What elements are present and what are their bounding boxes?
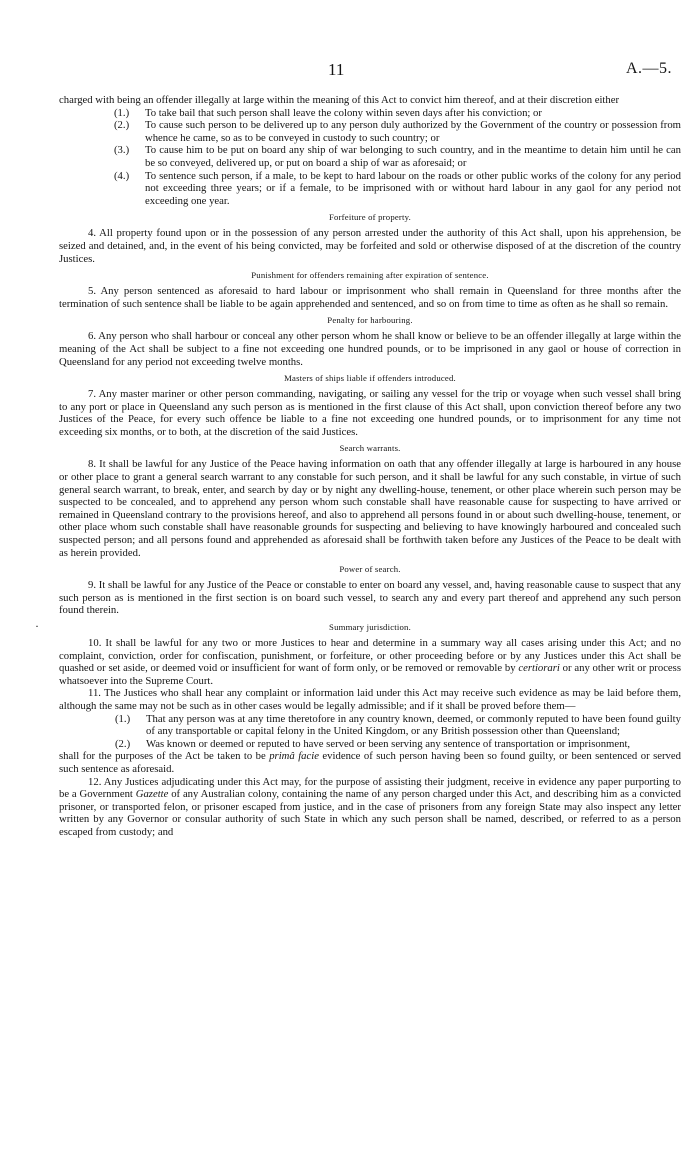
marginal-heading: Masters of ships liable if offenders introduced. bbox=[284, 373, 456, 384]
marginal-heading: Penalty for harbouring. bbox=[327, 315, 413, 326]
section-6: 6. Any person who shall harbour or conceal any other person whom he shall know or believe to be an offender illegally at large within the meaning of the Act shall be subject to a fine not exceeding one hundred pounds, or to be imprisoned in any gaol or house of correction in Queensland for any period not exceeding twelve months. bbox=[59, 330, 681, 368]
page-header bbox=[0, 60, 700, 82]
intro-paragraph: charged with being an offender illegally at large within the meaning of this Act to convict him thereof, and at their discretion either bbox=[59, 94, 620, 106]
document-reference: A.—5. bbox=[625, 60, 672, 77]
section-7: 7. Any master mariner or other person commanding, navigating, or sailing any vessel for the trip or voyage when such vessel shall bring to any port or place in Queensland any such person as is mentioned in the first clause of this Act shall, upon conviction thereof before any two Justices of the Peace, for every such offence be liable to a fine not exceeding one hundred pounds, or to imprisonment for any time not exceeding six months, or to both, at the discretion of the said Justices. bbox=[59, 388, 681, 438]
margin-mark: · bbox=[35, 619, 39, 633]
section-11: 11. The Justices who shall hear any complaint or information laid under this Act may receive such evidence as may be laid before them, although the same may not be such as in other cases would be legally admissible; and if it shall be proved before them— bbox=[59, 687, 681, 712]
section-8: 8. It shall be lawful for any Justice of the Peace having information on oath that any offender illegally at large is harboured in any house or other place to grant a general search warrant to any constable for such person, and it shall be lawful for any such constable, in virtue of such general search warrant, to break, enter, and search by day or by night any dwelling-house, tenement, or other place wherein such person may be suspected to be concealed, and to apprehend any person whom such constable shall have reasonable cause for suspecting to have arrived or remained in Queensland contrary to the provisions hereof, and also to apprehend all persons found in or about such dwelling-house, tenement, or other place whom such constable shall have reasonable grounds for suspecting and believing to have knowingly harboured and concealed such suspected person; and all persons found and apprehended as aforesaid shall be forthwith taken before any Justices of the Peace to be dealt with as herein provided. bbox=[59, 458, 681, 559]
section-12: 12. Any Justices adjudicating under this Act may, for the purpose of assisting their judgment, receive in evidence any paper purporting to be a Government Gazette of any Australian colony, containing the name of any person charged under this Act, and describing him as a convicted prisoner, or transported felon, or prisoner escaped from justice, and in the case of prisoners from any foreign State may also inspect any letter written by any Governor or consular authority of such State in which any such person shall be named, described, or referred to as a person escaped from custody; and bbox=[59, 775, 681, 838]
sub-item: (2.) Was known or deemed or reputed to have served or been serving any sentence of transportation or imprisonment, bbox=[115, 737, 631, 750]
option-item: (3.) To cause him to be put on board any ship of war belonging to such country, and in the meantime to detain him until he can be so conveyed, delivered up, or put on board a ship of war as aforesaid; or bbox=[114, 144, 681, 169]
section-4: 4. All property found upon or in the possession of any person arrested under the authority of this Act shall, upon his apprehension, be seized and detained, and, in the event of his being convicted, may be forfeited and sold or otherwise disposed of at the discretion of the country Justices. bbox=[59, 227, 681, 265]
section-10: 10. It shall be lawful for any two or more Justices to hear and determine in a summary way all cases arising under this Act; and no complaint, conviction, order for confiscation, punishment, or forfeiture, or other proceeding before or by any Justices under this Act shall be quashed or set aside, or deemed void or insufficient for want of form only, or be removed or removable by certiorari or any other writ or process whatsoever into the Supreme Court. bbox=[59, 637, 681, 687]
option-item: (2.) To cause such person to be delivered up to any person duly authorized by the Government of the country or possession from whence he came, so as to be conveyed in custody to such country; or bbox=[114, 119, 681, 144]
sub-item: (1.) That any person was at any time theretofore in any country known, deemed, or commonly reputed to have been found guilty of any transportable or capital felony in the United Kingdom, or any British possession other than Queensland; bbox=[115, 712, 681, 738]
section-11-closing: shall for the purposes of the Act be taken to be primâ facie evidence of such person having been so found guilty, or been sentenced or served such sentence as aforesaid. bbox=[59, 750, 681, 775]
page-number: 11 bbox=[328, 60, 345, 79]
document-body bbox=[59, 94, 681, 839]
marginal-heading: Punishment for offenders remaining after expiration of sentence. bbox=[251, 270, 489, 281]
marginal-heading: Forfeiture of property. bbox=[329, 212, 411, 223]
marginal-heading: Power of search. bbox=[339, 564, 401, 575]
option-item: (1.) To take bail that such person shall leave the colony within seven days after his conviction; or bbox=[114, 106, 542, 119]
section-9: 9. It shall be lawful for any Justice of the Peace or constable to enter on board any vessel, and, having reasonable cause to suspect that any such person as is mentioned in the first section is on board such vessel, to search any and every part thereof and apprehend any such person found therein. bbox=[59, 579, 681, 617]
section-5: 5. Any person sentenced as aforesaid to hard labour or imprisonment who shall remain in Queensland for three months after the termination of such sentence shall be liable to be again apprehended and sentenced, and so on from time to time as often as he shall so remain. bbox=[59, 285, 681, 310]
marginal-heading: Summary jurisdiction. bbox=[329, 622, 411, 632]
option-item: (4.) To sentence such person, if a male, to be kept to hard labour on the roads or other public works of the colony for any period not exceeding three years; or if a female, to be imprisoned with or without hard labour in any gaol for any period not exceeding one year. bbox=[114, 169, 681, 207]
marginal-heading: Search warrants. bbox=[339, 443, 401, 454]
